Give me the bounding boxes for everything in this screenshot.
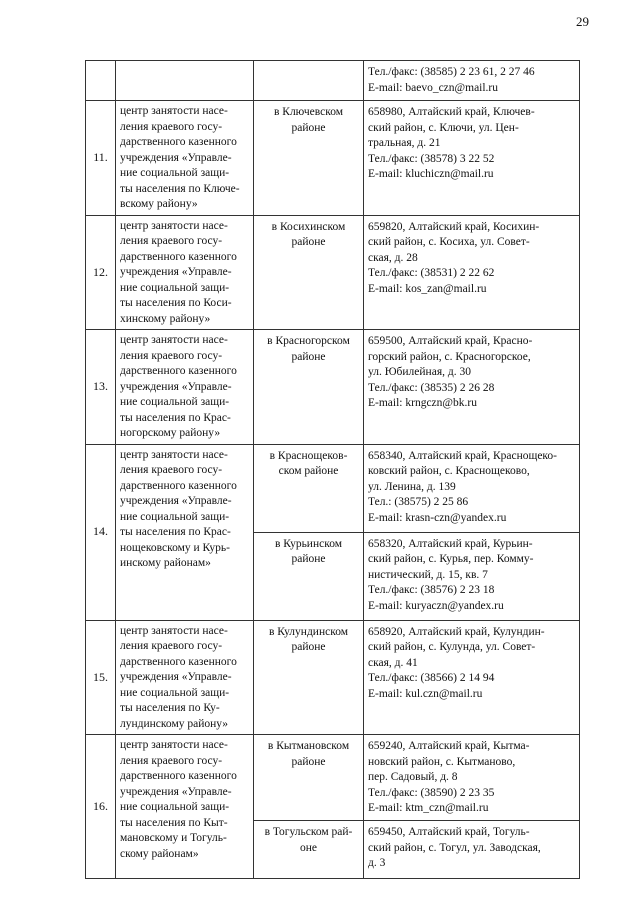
district-line: ском районе [278, 465, 339, 477]
district-line: в Краснощеков- [269, 449, 348, 462]
district-name [254, 444, 364, 532]
district-line: в Красногорском [267, 335, 350, 347]
address-line: 658920, Алтайский край, Кулундин- [368, 625, 545, 638]
org-line: дарственного казенного [120, 365, 237, 377]
org-line: учреждения «Управле- [120, 785, 232, 798]
address-line: ковский район, с. Краснощеково, [368, 465, 530, 477]
employment-centers-table [85, 60, 580, 879]
org-line: учреждения «Управле- [120, 380, 232, 393]
org-line: центр занятости насе- [120, 624, 228, 637]
address-line: 658320, Алтайский край, Курьин- [368, 537, 533, 550]
org-line: учреждения «Управле- [120, 266, 232, 278]
org-line: мановскому и Тогуль- [120, 832, 227, 844]
district-cell [254, 61, 364, 101]
org-line: ты населения по Кыт- [120, 816, 228, 829]
district-name [254, 215, 364, 330]
row-number: 16. [86, 735, 116, 879]
address-line: ский район, с. Курья, пер. Комму- [368, 553, 534, 565]
org-line: дарственного казенного [120, 479, 237, 492]
organization-name [116, 444, 254, 620]
address-line: ская, д. 41 [368, 656, 418, 669]
org-line: ние социальной защи- [120, 281, 230, 294]
org-line: ние социальной защи- [120, 396, 230, 408]
org-line: ние социальной защи- [120, 510, 230, 523]
address-line: ский район, с. Ключи, ул. Цен- [368, 121, 519, 134]
email-line: E-mail: kos_zan@mail.ru [368, 282, 487, 295]
org-line: дарственного казенного [120, 136, 237, 148]
email-line: E-mail: baevo_czn@mail.ru [368, 81, 499, 94]
table-row [86, 215, 580, 330]
district-line: районе [291, 641, 326, 653]
district-line: в Тогульском рай- [264, 826, 353, 838]
address-contact [364, 215, 580, 330]
org-line: ления краевого госу- [120, 349, 223, 362]
district-line: районе [291, 553, 326, 565]
contact-cell [364, 61, 580, 101]
email-line: E-mail: krngczn@bk.ru [368, 397, 477, 409]
org-line: ты населения по Крас- [120, 526, 231, 538]
district-line: в Ключевском [273, 106, 344, 118]
phone-line: Тел./факс: (38566) 2 14 94 [368, 672, 495, 684]
district-line: районе [291, 236, 326, 248]
row-number-cell [86, 61, 116, 101]
row-number: 12. [86, 215, 116, 330]
district-name [254, 821, 364, 879]
org-line: нощековскому и Курь- [120, 541, 230, 554]
organization-name [116, 330, 254, 445]
org-line: дарственного казенного [120, 655, 237, 668]
table-row [86, 101, 580, 216]
address-contact [364, 532, 580, 620]
page-number: 29 [576, 14, 589, 29]
org-line: учреждения «Управле- [120, 495, 232, 507]
district-line: районе [291, 121, 326, 134]
email-line: E-mail: kul.czn@mail.ru [368, 687, 483, 700]
org-line: дарственного казенного [120, 250, 237, 263]
table-row [86, 444, 580, 532]
row-number: 11. [86, 101, 116, 216]
row-number: 14. [86, 444, 116, 620]
address-line: 659500, Алтайский край, Красно- [368, 335, 533, 347]
org-line: хинскому району» [120, 312, 211, 325]
organization-name [116, 735, 254, 879]
org-line: ты населения по Ку- [120, 702, 220, 714]
org-line: ты населения по Коси- [120, 297, 232, 309]
address-line: ул. Юбилейная, д. 30 [368, 366, 471, 378]
organization-name [116, 215, 254, 330]
row-number: 13. [86, 330, 116, 445]
address-contact [364, 735, 580, 821]
row-number: 15. [86, 620, 116, 735]
address-contact [364, 330, 580, 445]
table-row [86, 620, 580, 735]
email-line: E-mail: kluchiczn@mail.ru [368, 168, 494, 180]
org-line: центр занятости насе- [120, 739, 228, 751]
phone-line: Тел./факс: (38590) 2 23 35 [368, 786, 495, 799]
org-line: ления краевого госу- [120, 464, 223, 476]
district-line: в Кулундинском [268, 625, 349, 638]
org-line: ты населения по Ключе- [120, 182, 240, 195]
email-line: E-mail: krasn-czn@yandex.ru [368, 511, 507, 524]
address-line: тральная, д. 21 [368, 137, 441, 149]
org-line: центр занятости насе- [120, 448, 228, 461]
org-line: центр занятости насе- [120, 334, 228, 346]
district-line: в Кытмановском [267, 740, 350, 752]
org-line: вскому району» [120, 198, 198, 210]
address-line: нистический, д. 15, кв. 7 [368, 568, 488, 581]
district-name [254, 532, 364, 620]
district-name [254, 620, 364, 735]
email-line: E-mail: kuryaczn@yandex.ru [368, 599, 504, 612]
phone-line: Тел./факс: (38531) 2 22 62 [368, 267, 495, 279]
address-contact [364, 101, 580, 216]
org-line: ления краевого госу- [120, 754, 223, 767]
email-line: E-mail: ktm_czn@mail.ru [368, 802, 489, 814]
address-line: горский район, с. Красногорское, [368, 350, 531, 363]
org-line: ние социальной защи- [120, 686, 230, 699]
district-name [254, 735, 364, 821]
district-line: в Косихинском [271, 220, 346, 233]
address-line: ул. Ленина, д. 139 [368, 480, 456, 493]
organization-cell [116, 61, 254, 101]
address-line: 659820, Алтайский край, Косихин- [368, 220, 540, 233]
org-line: ние социальной защи- [120, 167, 230, 179]
org-line: центр занятости насе- [120, 105, 228, 117]
address-line: пер. Садовый, д. 8 [368, 771, 458, 783]
org-line: скому районам» [120, 847, 199, 860]
district-name [254, 330, 364, 445]
org-line: учреждения «Управле- [120, 671, 232, 683]
organization-name [116, 101, 254, 216]
district-line: в Курьинском [274, 537, 343, 550]
address-contact [364, 444, 580, 532]
org-line: ления краевого госу- [120, 640, 223, 652]
address-line: 659450, Алтайский край, Тогуль- [368, 826, 530, 838]
table-row [86, 735, 580, 821]
address-line: д. 3 [368, 857, 386, 869]
district-line: районе [291, 350, 326, 363]
address-line: ский район, с. Тогул, ул. Заводская, [368, 841, 541, 854]
organization-name [116, 620, 254, 735]
district-line: районе [291, 755, 326, 768]
address-line: ский район, с. Косиха, ул. Совет- [368, 236, 530, 248]
phone-line: Тел./факс: (38535) 2 26 28 [368, 381, 495, 394]
address-contact [364, 821, 580, 879]
org-line: центр занятости насе- [120, 219, 228, 232]
district-name [254, 101, 364, 216]
org-line: инскому районам» [120, 557, 211, 569]
phone-line: Тел./факс: (38578) 3 22 52 [368, 152, 495, 165]
address-line: ский район, с. Кулунда, ул. Совет- [368, 641, 536, 653]
address-line: 658340, Алтайский край, Краснощеко- [368, 449, 558, 462]
org-line: ние социальной защи- [120, 801, 230, 813]
table-row [86, 330, 580, 445]
district-line: оне [299, 841, 317, 854]
org-line: дарственного казенного [120, 770, 237, 782]
table-row-continuation [86, 61, 580, 101]
org-line: ногорскому району» [120, 427, 221, 439]
org-line: ты населения по Крас- [120, 411, 231, 424]
org-line: ления краевого госу- [120, 120, 223, 133]
address-line: ская, д. 28 [368, 251, 418, 264]
address-line: 659240, Алтайский край, Кытма- [368, 740, 530, 752]
address-line: 658980, Алтайский край, Ключев- [368, 106, 535, 118]
phone-line: Тел./факс: (38576) 2 23 18 [368, 584, 495, 596]
address-contact [364, 620, 580, 735]
org-line: учреждения «Управле- [120, 151, 232, 164]
org-line: ления краевого госу- [120, 235, 223, 247]
address-line: новский район, с. Кытманово, [368, 755, 516, 768]
contact-line: Тел./факс: (38585) 2 23 61, 2 27 46 [368, 66, 535, 78]
org-line: лундинскому району» [120, 717, 229, 730]
phone-line: Тел.: (38575) 2 25 86 [368, 496, 469, 508]
